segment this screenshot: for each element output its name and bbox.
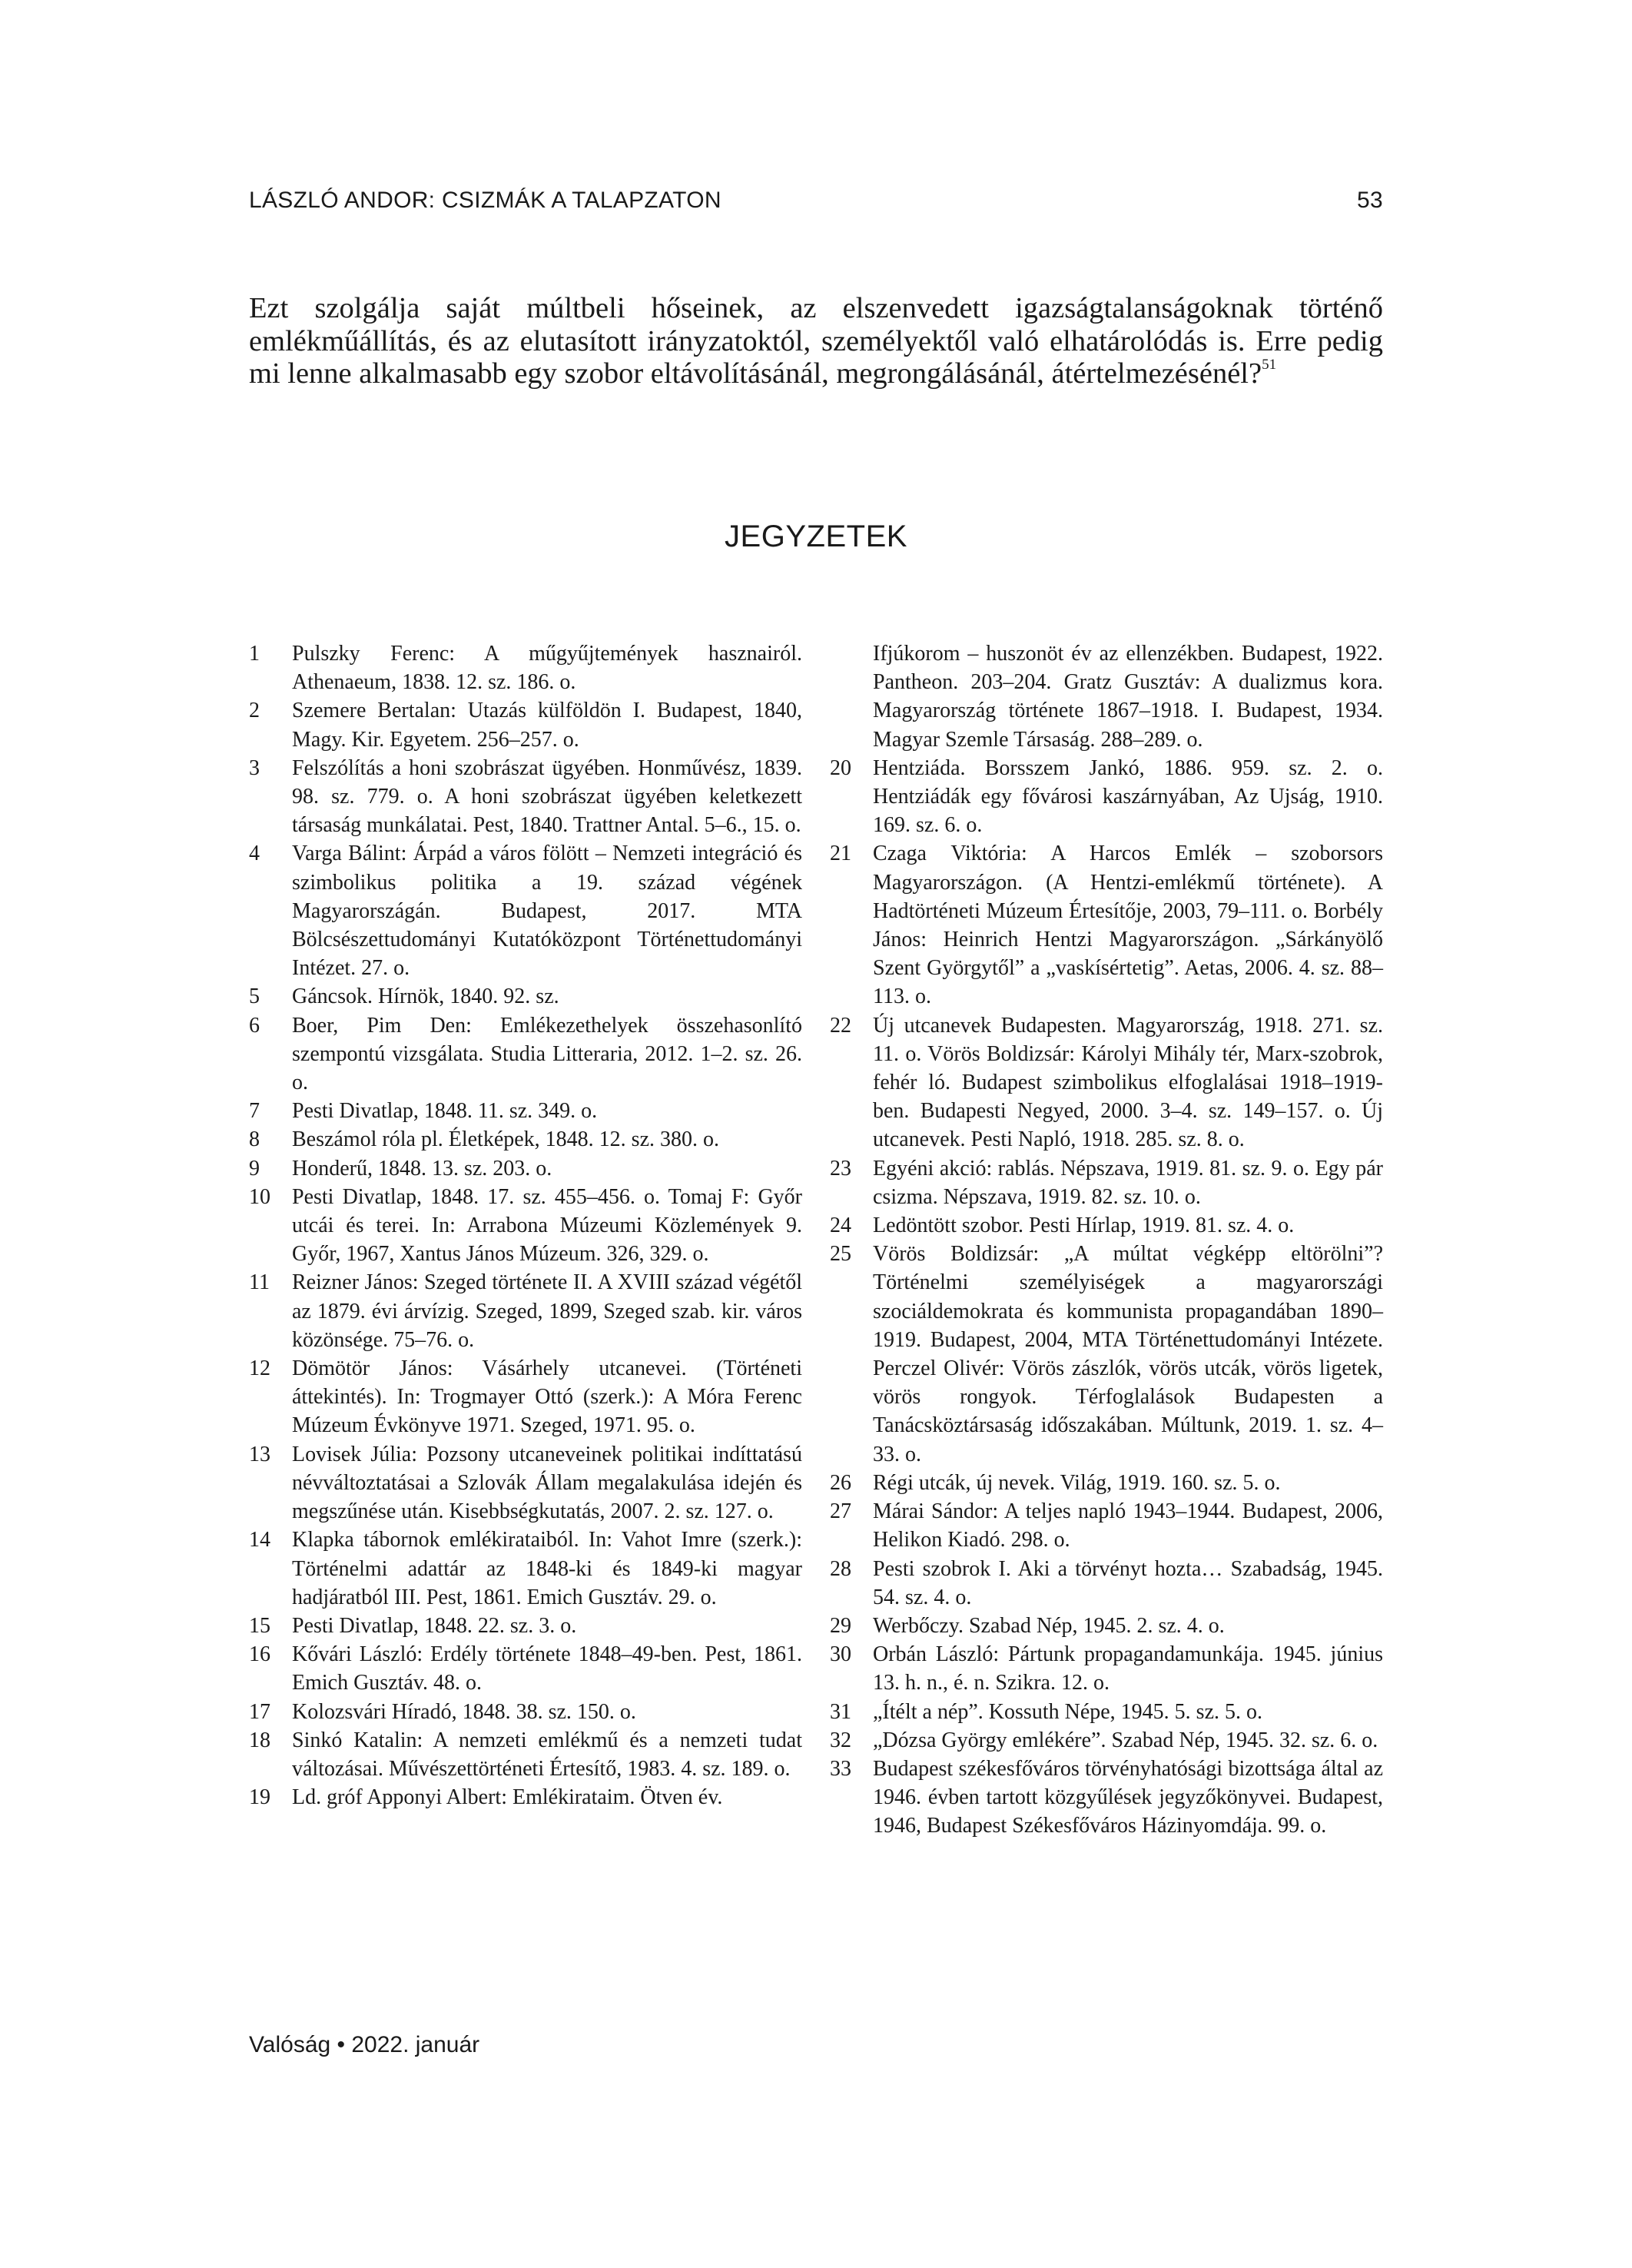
endnote-number: 21	[830, 842, 851, 866]
endnote-text: Gáncsok. Hírnök, 1840. 92. sz.	[292, 985, 559, 1009]
endnote-text: Honderű, 1848. 13. sz. 203. o.	[292, 1156, 552, 1180]
endnote-number: 3	[249, 755, 260, 780]
endnote-text: Ifjúkorom – huszonöt év az ellenzékben. Budapest, 1922. Pantheon. 203–204. Gratz Gusztáv: A dualizmus kora. Magyarország története 1867–1918. I. Budapest, 1934. Magyar Szemle Társaság. 288–289. o.	[873, 642, 1383, 752]
endnote-text: Dömötör János: Vásárhely utcanevei. (Történeti áttekintés). In: Trogmayer Ottó (szerk.): A Móra Ferenc Múzeum Évkönyve 1971. Szeged, 1971. 95. o.	[292, 1356, 802, 1438]
endnote-item	[249, 1640, 802, 1697]
endnote-text: Régi utcák, új nevek. Világ, 1919. 160. sz. 5. o.	[873, 1470, 1281, 1495]
endnote-item	[249, 1783, 802, 1811]
endnote-text: Beszámol róla pl. Életképek, 1848. 12. sz. 380. o.	[292, 1127, 719, 1152]
endnote-item	[249, 1268, 802, 1354]
endnote-text: Czaga Viktória: A Harcos Emlék – szoborsors Magyarországon. (A Hentzi-emlékmű története). A Hadtörténeti Múzeum Értesítője, 2003, 79–111. o. Borbély János: Heinrich Hentzi Magyarországon. „Sárkányölő Szent Györgytől” a „vaskísértetig”. Aetas, 2006. 4. sz. 88–113. o.	[873, 842, 1383, 1009]
endnote-number: 17	[249, 1699, 270, 1724]
endnote-item	[249, 696, 802, 753]
endnote-number: 10	[249, 1184, 270, 1209]
endnote-number: 23	[830, 1156, 851, 1180]
endnote-text: Reizner János: Szeged története II. A XVIII század végétől az 1879. évi árvízig. Szeged, 1899, Szeged szab. kir. város közönsége. 75–76. o.	[292, 1270, 802, 1352]
endnote-text: Orbán László: Pártunk propagandamunkája. 1945. június 13. h. n., é. n. Szikra. 12. o.	[873, 1642, 1383, 1695]
endnote-text: Varga Bálint: Árpád a város fölött – Nemzeti integráció és szimbolikus politika a 19. század végének Magyarországán. Budapest, 2017. MTA Bölcsészettudományi Kutatóközpont Történettudományi Intézet. 27. o.	[292, 842, 802, 981]
endnote-item	[249, 1612, 802, 1640]
endnote-number: 2	[249, 699, 260, 723]
page-number: 53	[1357, 188, 1383, 213]
endnote-number: 22	[830, 1013, 851, 1038]
endnote-number: 4	[249, 842, 260, 866]
endnote-number: 31	[830, 1699, 851, 1724]
endnote-text: Boer, Pim Den: Emlékezethelyek összehasonlító szempontú vizsgálata. Studia Litteraria, 2012. 1–2. sz. 26. o.	[292, 1013, 802, 1095]
endnote-number: 16	[249, 1642, 270, 1667]
endnote-item	[830, 1469, 1383, 1497]
endnote-text: Kolozsvári Híradó, 1848. 38. sz. 150. o.	[292, 1699, 636, 1724]
endnote-item	[249, 754, 802, 840]
endnote-number: 1	[249, 642, 260, 666]
endnote-text: Egyéni akció: rablás. Népszava, 1919. 81. sz. 9. o. Egy pár csizma. Népszava, 1919. 82. sz. 10. o.	[873, 1156, 1383, 1209]
endnote-text: Márai Sándor: A teljes napló 1943–1944. Budapest, 2006, Helikon Kiadó. 298. o.	[873, 1499, 1383, 1552]
endnote-item	[830, 1011, 1383, 1154]
footnote-reference: 51	[1262, 357, 1277, 373]
endnote-item	[249, 1726, 802, 1783]
endnote-number: 14	[249, 1528, 270, 1552]
endnote-item	[830, 754, 1383, 840]
endnote-number: 8	[249, 1127, 260, 1152]
endnote-text: Felszólítás a honi szobrászat ügyében. Honművész, 1839. 98. sz. 779. o. A honi szobrászat ügyében keletkezett társaság munkálatai. Pest, 1840. Trattner Antal. 5–6., 15. o.	[292, 755, 802, 838]
endnote-item	[249, 1154, 802, 1183]
endnote-text: Kővári László: Erdély története 1848–49-ben. Pest, 1861. Emich Gusztáv. 48. o.	[292, 1642, 802, 1695]
endnote-item	[830, 1555, 1383, 1612]
endnote-text: Új utcanevek Budapesten. Magyarország, 1918. 271. sz. 11. o. Vörös Boldizsár: Károlyi Mihály tér, Marx-szobrok, fehér ló. Budapest szimbolikus elfoglalásai 1918–1919-ben. Budapesti Negyed, 2000. 3–4. sz. 149–157. o. Új utcanevek. Pesti Napló, 1918. 285. sz. 8. o.	[873, 1013, 1383, 1152]
endnote-text: Pesti Divatlap, 1848. 22. sz. 3. o.	[292, 1613, 577, 1638]
endnote-number: 5	[249, 985, 260, 1009]
endnote-item	[249, 1125, 802, 1154]
endnote-number: 15	[249, 1613, 270, 1638]
endnote-continuation	[830, 639, 1383, 754]
endnote-number: 26	[830, 1470, 851, 1495]
endnote-text: Klapka tábornok emlékirataiból. In: Vahot Imre (szerk.): Történelmi adattár az 1848-ki és 1849-ki magyar hadjáratból III. Pest, 1861. Emich Gusztáv. 29. o.	[292, 1528, 802, 1609]
page-footer: Valóság • 2022. január	[249, 2032, 480, 2057]
endnote-item	[830, 1154, 1383, 1211]
endnote-text: Vörös Boldizsár: „A múltat végképp eltörölni”? Történelmi személyiségek a magyarországi szociáldemokrata és kommunista propagandában 1890–1919. Budapest, 2004, MTA Történettudományi Intézete. Perczel Olivér: Vörös zászlók, vörös utcák, vörös ligetek, vörös rongyok. Térfoglalások Budapesten a Tanácsköztársaság időszakában. Múltunk, 2019. 1. sz. 4–33. o.	[873, 1242, 1383, 1466]
endnote-number: 18	[249, 1728, 270, 1752]
endnote-item	[249, 1526, 802, 1612]
endnote-item	[830, 1240, 1383, 1469]
endnote-text: Ld. gróf Apponyi Albert: Emlékirataim. Ötven év.	[292, 1785, 723, 1810]
endnote-number: 7	[249, 1099, 260, 1124]
endnote-item	[249, 1440, 802, 1526]
endnote-item	[830, 1640, 1383, 1697]
endnote-item	[249, 982, 802, 1011]
endnote-number: 6	[249, 1013, 260, 1038]
endnote-item	[249, 839, 802, 982]
endnote-text: Ledöntött szobor. Pesti Hírlap, 1919. 81. sz. 4. o.	[873, 1214, 1295, 1238]
endnote-number: 28	[830, 1556, 851, 1581]
endnote-number: 27	[830, 1499, 851, 1524]
endnote-text: Lovisek Júlia: Pozsony utcaneveinek politikai indíttatású névváltoztatásai a Szlovák Állam megalakulása idején és megszűnése után. Kisebbségkutatás, 2007. 2. sz. 127. o.	[292, 1442, 802, 1524]
endnote-text: „Ítélt a nép”. Kossuth Népe, 1945. 5. sz. 5. o.	[873, 1699, 1262, 1724]
endnote-item	[249, 1354, 802, 1440]
endnote-text: Pesti Divatlap, 1848. 17. sz. 455–456. o. Tomaj F: Győr utcái és terei. In: Arrabona Múzeumi Közlemények 9. Győr, 1967, Xantus János Múzeum. 326, 329. o.	[292, 1184, 802, 1267]
endnote-number: 20	[830, 755, 851, 780]
endnote-text: Szemere Bertalan: Utazás külföldön I. Budapest, 1840, Magy. Kir. Egyetem. 256–257. o.	[292, 699, 802, 752]
endnote-text: „Dózsa György emlékére”. Szabad Nép, 1945. 32. sz. 6. o.	[873, 1728, 1378, 1752]
paragraph-text: Ezt szolgálja saját múltbeli hőseinek, az elszenvedett igazságtalanságoknak történő emlékműállítás, és az elutasított irányzatoktól, személyektől való elhatárolódás is. Erre pedig mi lenne alkalmasabb egy szobor eltávolításánál, megrongálásánál, átértelmezésénél?	[249, 292, 1383, 390]
endnote-text: Pesti Divatlap, 1848. 11. sz. 349. o.	[292, 1099, 598, 1124]
endnote-item	[830, 1211, 1383, 1240]
endnote-number: 30	[830, 1642, 851, 1667]
endnote-text: Budapest székesfőváros törvényhatósági bizottsága által az 1946. évben tartott közgyűlések jegyzőkönyvei. Budapest, 1946, Budapest Székesfőváros Házinyomdája. 99. o.	[873, 1756, 1383, 1838]
notes-column-left	[249, 639, 802, 1811]
header-title: LÁSZLÓ ANDOR: CSIZMÁK A TALAPZATON	[249, 188, 721, 213]
endnote-text: Hentziáda. Borsszem Jankó, 1886. 959. sz. 2. o. Hentziádák egy fővárosi kaszárnyában, Az Ujság, 1910. 169. sz. 6. o.	[873, 755, 1383, 838]
endnote-number: 11	[249, 1270, 270, 1295]
endnote-item	[830, 1726, 1383, 1755]
notes-column-right	[830, 639, 1383, 1841]
endnote-item	[249, 1698, 802, 1726]
endnote-number: 19	[249, 1785, 270, 1810]
endnote-number: 9	[249, 1156, 260, 1180]
endnote-number: 12	[249, 1356, 270, 1381]
endnote-item	[830, 1698, 1383, 1726]
endnote-item	[830, 1497, 1383, 1554]
endnote-item	[830, 1755, 1383, 1841]
endnote-number: 25	[830, 1242, 851, 1267]
endnote-item	[249, 1097, 802, 1125]
endnote-text: Werbőczy. Szabad Nép, 1945. 2. sz. 4. o.	[873, 1613, 1225, 1638]
endnote-item	[249, 639, 802, 696]
endnote-item	[830, 1612, 1383, 1640]
endnote-item	[830, 839, 1383, 1011]
body-paragraph	[249, 292, 1383, 390]
notes-heading: JEGYZETEK	[725, 520, 907, 553]
endnote-number: 24	[830, 1214, 851, 1238]
endnote-number: 29	[830, 1613, 851, 1638]
endnote-item	[249, 1183, 802, 1269]
endnote-item	[249, 1011, 802, 1097]
endnote-number: 33	[830, 1756, 851, 1781]
endnote-number: 13	[249, 1442, 270, 1466]
endnote-text: Pesti szobrok I. Aki a törvényt hozta… Szabadság, 1945. 54. sz. 4. o.	[873, 1556, 1383, 1609]
endnote-text: Pulszky Ferenc: A műgyűjtemények hasznairól. Athenaeum, 1838. 12. sz. 186. o.	[292, 642, 802, 695]
endnote-text: Sinkó Katalin: A nemzeti emlékmű és a nemzeti tudat változásai. Művészettörténeti Értesítő, 1983. 4. sz. 189. o.	[292, 1728, 802, 1781]
endnote-number: 32	[830, 1728, 851, 1752]
